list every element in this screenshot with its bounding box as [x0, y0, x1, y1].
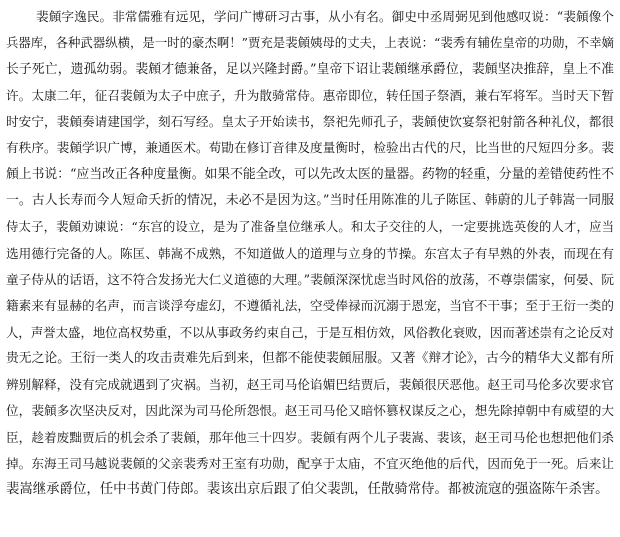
text-line: 许。太康二年，征召裴頠为太子中庶子，升为散骑常侍。惠帝即位，转任国子祭酒，兼右军将军。当时天下暂: [6, 87, 614, 103]
text-line: 一。古人长寿而今人短命夭折的情况，未必不是因为这。”当时任用陈准的儿子陈匡、韩蔚的儿子韩嵩一同服: [6, 193, 614, 209]
text-line: 籍素来有显赫的名声，而言谈浮夸虚幻，不遵循礼法，空受俸禄而沉溺于恩宠，当官不干事；至于王衍一类的: [6, 298, 614, 314]
text-line: 掉。东海王司马越说裴頠的父亲裴秀对王室有功勋，配享于太庙，不宜灭绝他的后代，因而免于一死。后来让: [6, 456, 614, 472]
text-line: 有秩序。裴頠学识广博，兼通医术。荀勖在修订音律及度量衡时，检验出古代的尺，比当世的尺短四分多。裴: [6, 140, 614, 156]
text-line: 裴頠字逸民。非常儒雅有远见，学问广博研习古事，从小有名。御史中丞周弼见到他感叹说：“裴頠像个: [36, 9, 614, 24]
text-line: 兵器库，各种武器纵横，是一时的豪杰啊！”贾充是裴頠姨母的丈夫，上表说：“裴秀有辅佐皇帝的功勋，不幸嫡: [6, 35, 614, 51]
text-line: 选用德行完备的人。陈匡、韩嵩不成熟，不知道做人的道理与立身的节操。东宫太子有早熟的外表，而现在有: [6, 245, 614, 261]
text-line: 頠上书说：“应当改正各种度量衡。如果不能全改，可以先改太医的量器。药物的轻重，分量的差错使药性不: [6, 166, 614, 182]
text-line: 长子死亡，遗孤幼弱。裴頠才德兼备，足以兴隆封爵。”皇帝下诏让裴頠继承爵位，裴頠坚决推辞，皇上不准: [6, 61, 614, 77]
text-line: 人，声誉太盛，地位高权势重，不以从事政务约束自己，于是互相仿效，风俗教化衰败，因而著述崇有之论反对: [6, 324, 614, 340]
text-line: 位，裴頠多次坚决反对，因此深为司马伦所怨恨。赵王司马伦又暗怀篡权谋反之心，想先除掉朝中有威望的大: [6, 403, 614, 419]
text-line: 辨别解释，没有完成就遇到了灾祸。当初，赵王司马伦谄媚巴结贾后，裴頠很厌恶他。赵王司马伦多次要求官: [6, 377, 614, 393]
text-line: 臣，趁着废黜贾后的机会杀了裴頠，那年他三十四岁。裴頠有两个儿子裴嵩、裴该，赵王司马伦也想把他们杀: [6, 429, 614, 445]
text-line: 时安宁，裴頠奏请建国学，刻石写经。皇太子开始读书，祭祀先师孔子，裴頠使饮宴祭祀射箭各种礼仪，都很: [6, 114, 614, 130]
text-line: 贵无之论。王衍一类人的攻击责难先后到来，但都不能使裴頠屈服。又著《辩才论》，古今的精华大义都有所: [6, 350, 614, 366]
text-line: 侍太子，裴頠劝谏说：“东宫的设立，是为了准备皇位继承人。和太子交往的人，一定要挑选英俊的人才，应当: [6, 219, 614, 235]
text-line: 裴嵩继承爵位，任中书黄门侍郎。裴该出京后跟了伯父裴凯，任散骑常侍。都被流寇的强盗陈午杀害。: [6, 482, 609, 498]
text-line: 童子侍从的话语，这不符合发扬光大仁义道德的大理。”裴頠深深忧虑当时风俗的放荡，不尊崇儒家，何晏、阮: [6, 271, 614, 287]
